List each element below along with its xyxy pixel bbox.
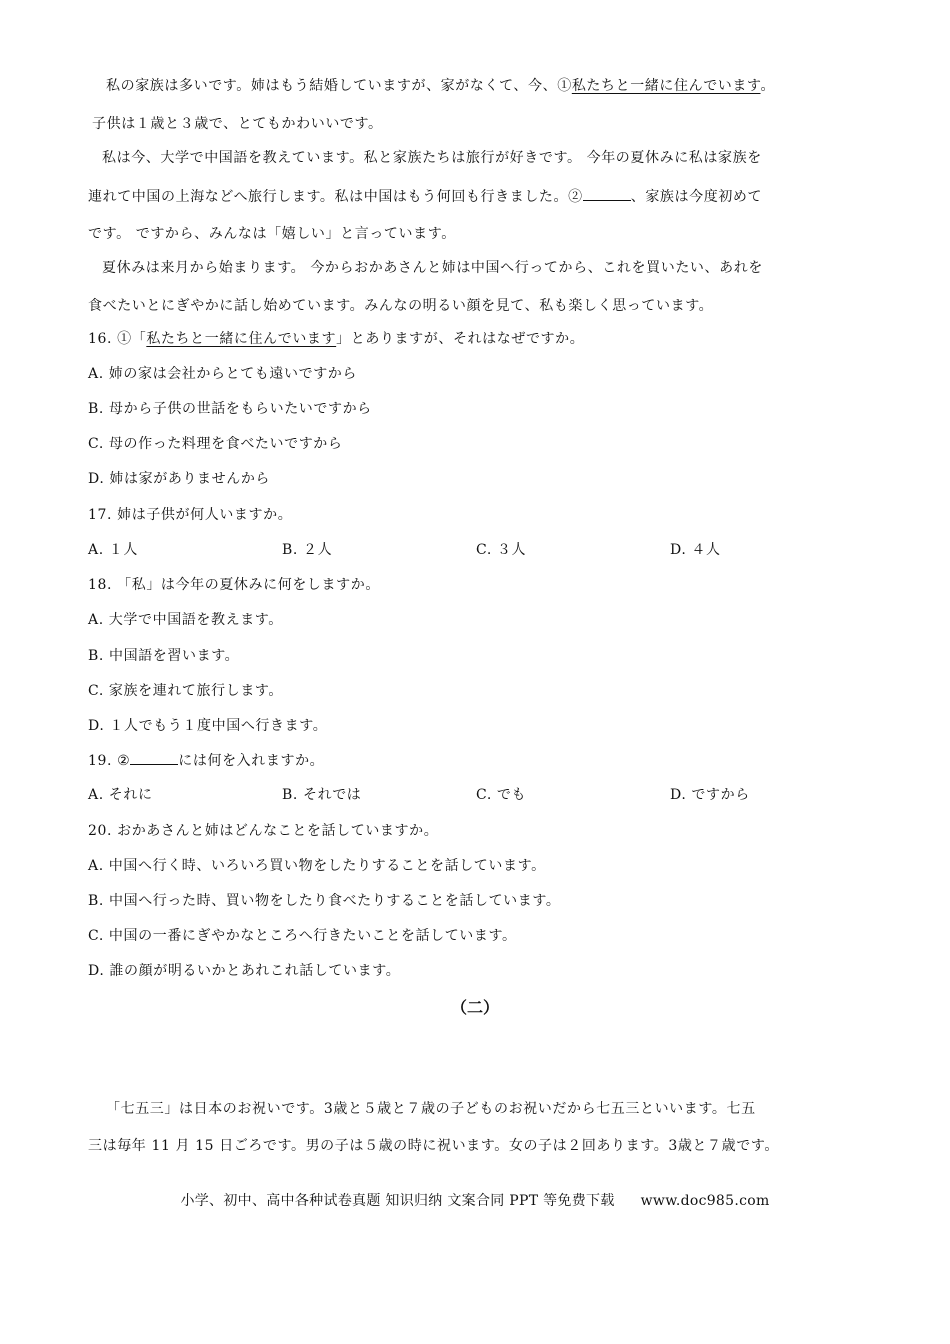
option-16-d: D. 姉は家がありませんから — [88, 471, 271, 487]
passage-text: 私の家族は多いです。姉はもう結婚していますが、家がなくて、今、① — [106, 78, 572, 94]
passage-line — [88, 1099, 868, 1119]
question-text: 16. ①「 — [88, 331, 147, 347]
passage-text: 連れて中国の上海などへ旅行します。私は中国はもう何回も行きました。② — [88, 189, 583, 205]
question-text: 」とありますが、それはなぜですか。 — [336, 331, 585, 347]
passage-line — [88, 1136, 868, 1156]
option-18-c: C. 家族を連れて旅行します。 — [88, 683, 283, 699]
option-19-d: D. ですから — [670, 787, 750, 803]
question-19 — [88, 750, 324, 771]
passage-line — [88, 186, 868, 207]
passage-text: 。 — [760, 78, 776, 94]
options-row-17 — [88, 540, 868, 560]
question-18: 18. 「私」は今年の夏休みに何をしますか。 — [88, 577, 380, 593]
passage-line — [88, 296, 868, 316]
passage-text: 食べたいとにぎやかに話し始めています。みんなの明るい顔を見て、私も楽しく思っています。 — [88, 298, 714, 314]
option-17-c: C. ３人 — [476, 542, 527, 558]
option-17-b: B. ２人 — [282, 542, 333, 558]
option-20-c: C. 中国の一番にぎやかなところへ行きたいことを話しています。 — [88, 928, 517, 944]
option-19-a: A. それに — [88, 787, 153, 803]
option-20-a: A. 中国へ行く時、いろいろ買い物をしたりすることを話しています。 — [88, 858, 546, 874]
option-18-d: D. １人でもう１度中国へ行きます。 — [88, 718, 328, 734]
question-text: には何を入れますか。 — [178, 753, 325, 769]
passage-line — [88, 76, 868, 96]
option-20-b: B. 中国へ行った時、買い物をしたり食べたりすることを話しています。 — [88, 893, 561, 909]
underlined-phrase: 私たちと一緒に住んでいます — [571, 78, 761, 94]
option-18-b: B. 中国語を習います。 — [88, 648, 240, 664]
question-text: 19. ② — [88, 753, 131, 769]
answer-blank — [130, 750, 178, 765]
option-19-b: B. それでは — [282, 787, 362, 803]
passage-line — [88, 224, 868, 244]
question-17: 17. 姉は子供が何人いますか。 — [88, 507, 293, 523]
option-16-b: B. 母から子供の世話をもらいたいですから — [88, 401, 372, 417]
page-footer — [0, 1191, 950, 1211]
passage-text: 私は今、大学で中国語を教えています。私と家族たちは旅行が好きです。 今年の夏休みに私は家族を — [102, 150, 762, 166]
section-heading: （二） — [450, 998, 499, 1017]
passage-text: 「七五三」は日本のお祝いです。3歳と５歳と７歳の子どものお祝いだから七五三といいます。七五 — [106, 1101, 756, 1117]
passage-text: 夏休みは来月から始まります。 今からおかあさんと姉は中国へ行ってから、これを買いたい、あれを — [102, 260, 763, 276]
footer-text: 小学、初中、高中各种试卷真题 知识归纳 文案合同 PPT 等免费下载 — [180, 1193, 615, 1209]
option-19-c: C. でも — [476, 787, 527, 803]
passage-line — [88, 148, 868, 168]
underlined-phrase: 私たちと一緒に住んでいます — [146, 331, 337, 347]
passage-text: 子供は１歳と３歳で、とてもかわいいです。 — [92, 116, 383, 132]
options-row-19 — [88, 785, 868, 805]
footer-link[interactable]: www.doc985.com — [640, 1193, 770, 1209]
passage-text: 三は毎年 11 月 15 日ごろです。男の子は５歳の時に祝います。女の子は２回あります。3歳と７歳です。 — [88, 1138, 779, 1154]
passage-line — [88, 258, 868, 278]
question-20: 20. おかあさんと姉はどんなことを話していますか。 — [88, 823, 439, 839]
option-18-a: A. 大学で中国語を教えます。 — [88, 612, 283, 628]
option-17-d: D. ４人 — [670, 542, 721, 558]
passage-line — [88, 114, 868, 134]
passage-text: 、家族は今度初めて — [630, 189, 763, 205]
answer-blank — [583, 186, 631, 201]
option-16-c: C. 母の作った料理を食べたいですから — [88, 436, 343, 452]
option-20-d: D. 誰の顔が明るいかとあれこれ話しています。 — [88, 963, 401, 979]
option-17-a: A. １人 — [88, 542, 139, 558]
option-16-a: A. 姉の家は会社からとても遠いですから — [88, 366, 358, 382]
question-16 — [88, 329, 584, 349]
passage-text: です。 ですから、みんなは「嬉しい」と言っています。 — [88, 226, 456, 242]
